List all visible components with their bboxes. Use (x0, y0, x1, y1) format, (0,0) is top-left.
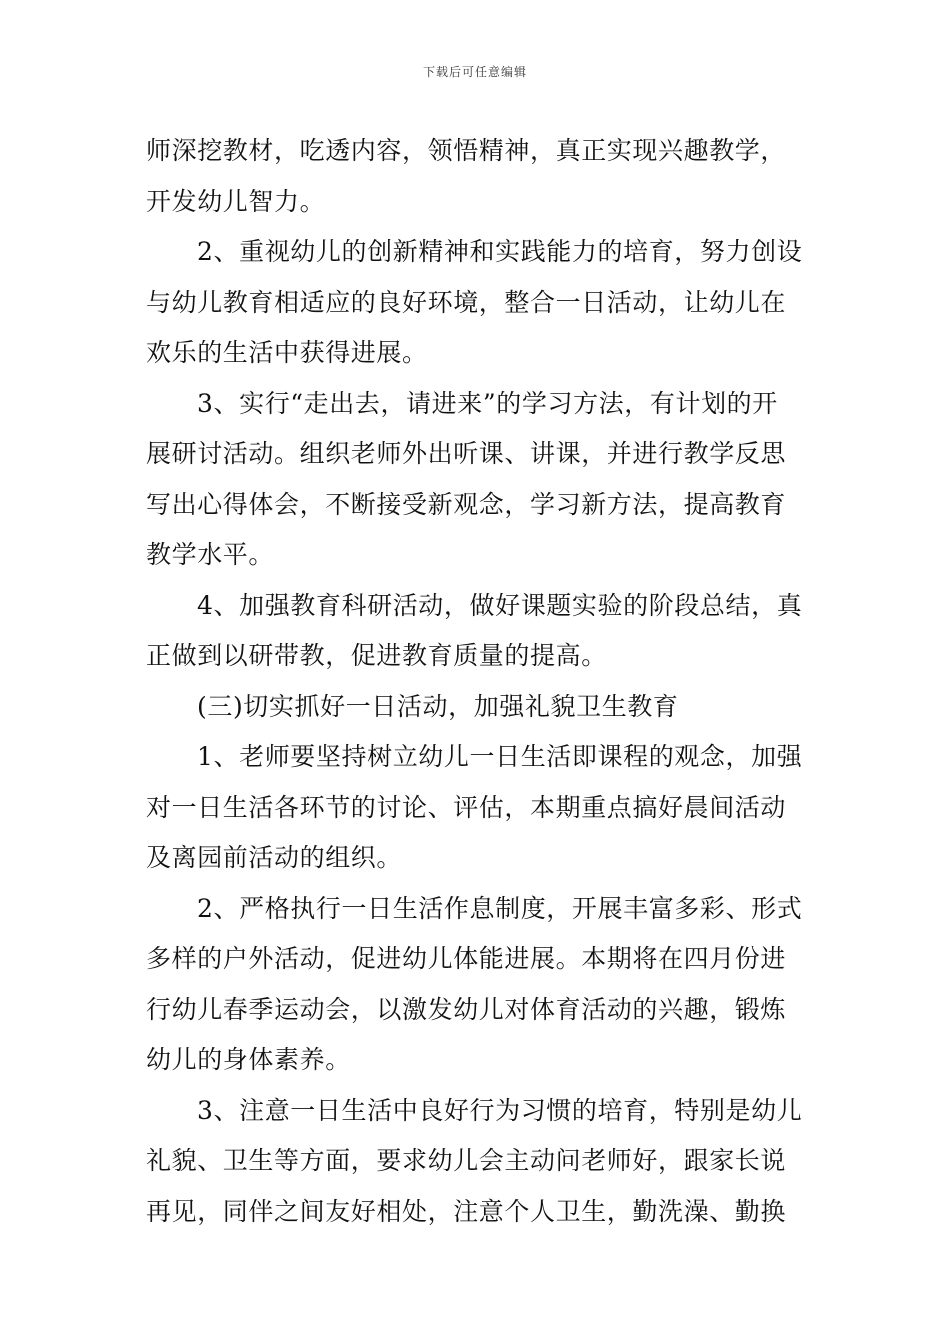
text-line: 3、实行“走出去，请进来”的学习方法，有计划的开 (197, 388, 778, 418)
text-line: 4、加强教育科研活动，做好课题实验的阶段总结，真 (197, 590, 803, 620)
text-line: 幼儿的身体素养。 (146, 1045, 351, 1074)
text-line: 写出心得体会，不断接受新观念，学习新方法，提高教育 (146, 489, 787, 519)
text-line: 展研讨活动。组织老师外出听课、讲课，并进行教学反思 (146, 439, 787, 468)
text-line: 行幼儿春季运动会，以激发幼儿对体育活动的兴趣，锻炼 (146, 994, 787, 1024)
text-line: 对一日生活各环节的讨论、评估，本期重点搞好晨间活动 (146, 792, 787, 822)
page-header: 下载后可任意编辑 (422, 65, 527, 79)
text-line: 2、重视幼儿的创新精神和实践能力的培育，努力创设 (197, 237, 803, 266)
text-line: 多样的户外活动，促进幼儿体能进展。本期将在四月份进 (146, 944, 787, 973)
text-line: 教学水平。 (146, 540, 275, 569)
text-line: 礼貌、卫生等方面，要求幼儿会主动问老师好，跟家长说 (146, 1146, 787, 1175)
text-line: 1、老师要坚持树立幼儿一日生活即课程的观念，加强 (197, 742, 803, 771)
text-line: 3、注意一日生活中良好行为习惯的培育，特别是幼儿 (197, 1095, 803, 1125)
document-body (146, 126, 810, 1237)
text-line: 再见，同伴之间友好相处，注意个人卫生，勤洗澡、勤换 (146, 1196, 787, 1226)
text-line: 及离园前活动的组织。 (146, 843, 403, 872)
text-line: 与幼儿教育相适应的良好环境，整合一日活动，让幼儿在 (146, 287, 787, 317)
text-line: 2、严格执行一日生活作息制度，开展丰富多彩、形式 (197, 893, 803, 923)
text-line: 正做到以研带教，促进教育质量的提高。 (146, 641, 607, 670)
text-line: 欢乐的生活中获得进展。 (146, 338, 428, 367)
section-heading: (三)切实抓好一日活动，加强礼貌卫生教育 (197, 691, 679, 721)
text-line: 开发幼儿智力。 (146, 186, 326, 216)
text-line: 师深挖教材，吃透内容，领悟精神，真正实现兴趣教学， (146, 136, 787, 165)
